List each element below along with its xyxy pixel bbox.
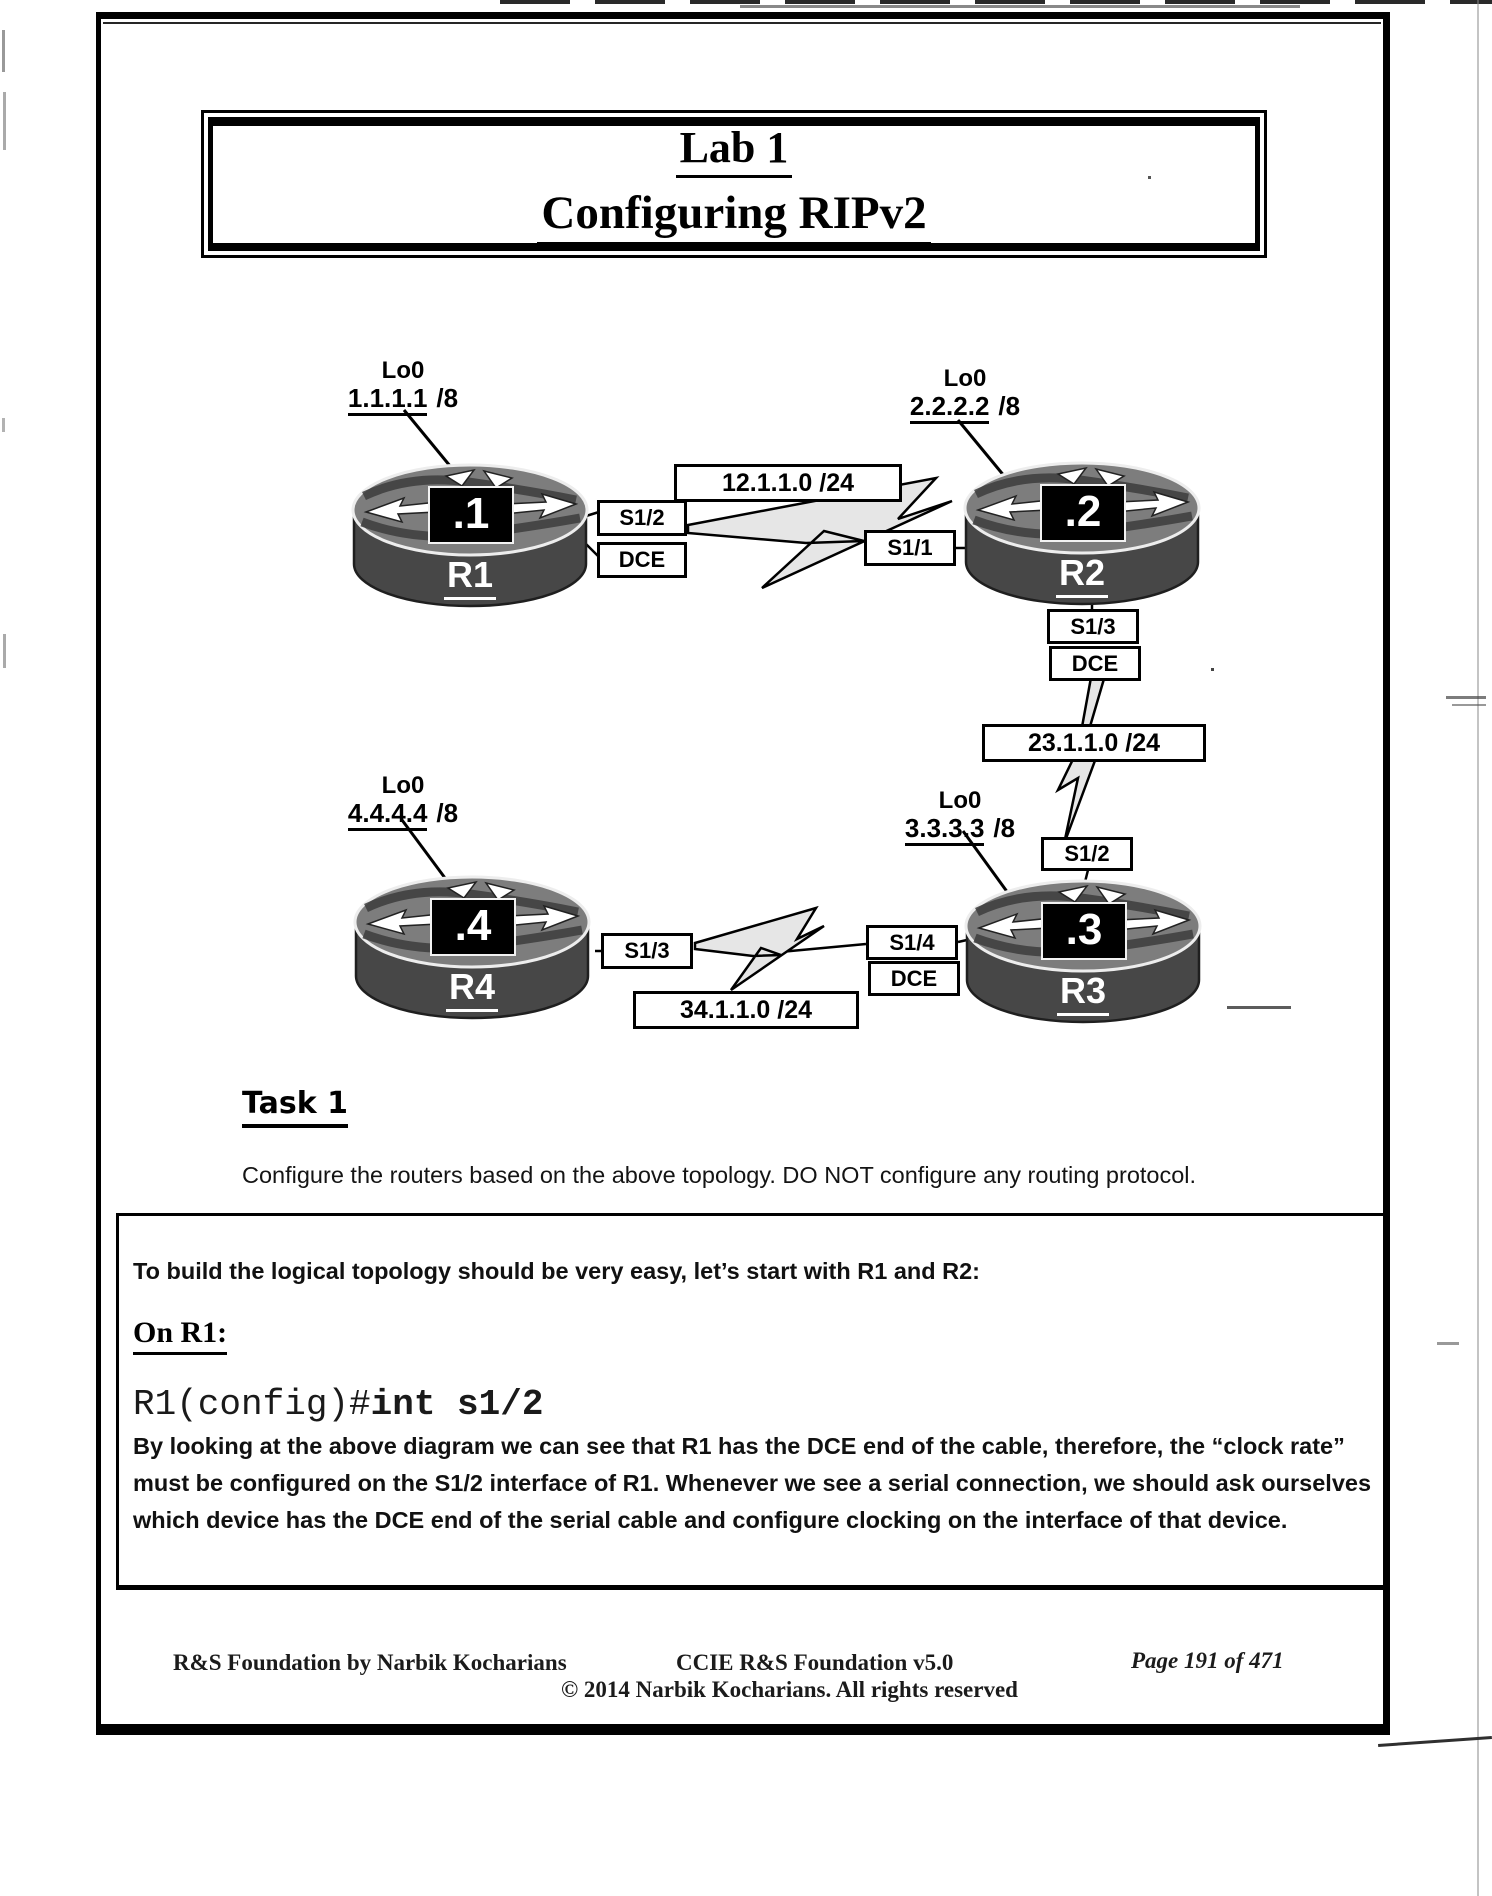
cli-prompt: R1(config)# <box>133 1384 371 1425</box>
router-r1 <box>350 460 590 610</box>
subnet-box-12-1-1-0: 12.1.1.0 /24 <box>674 464 902 502</box>
footer-copyright: © 2014 Narbik Kocharians. All rights reserved <box>561 1677 1018 1702</box>
cli-command: int s1/2 <box>370 1384 544 1425</box>
router-r1-dot-label: .1 <box>428 486 514 544</box>
router-r1-name: R1 <box>350 554 590 600</box>
dce-box-r3: DCE <box>868 961 960 996</box>
router-r3 <box>963 876 1203 1026</box>
lab-subtitle: Configuring RIPv2 <box>537 188 930 245</box>
dce-box-r1: DCE <box>597 542 687 578</box>
footer-course: CCIE R&S Foundation v5.0 <box>676 1650 954 1675</box>
footer-page-number: Page 191 of 471 <box>1131 1648 1284 1673</box>
explanation-box <box>116 1213 1388 1590</box>
task-body-text: Configure the routers based on the above topology. DO NOT configure any routing protocol. <box>242 1162 1197 1188</box>
loopback-label-r3: Lo0 3.3.3.3 /8 <box>875 788 1045 843</box>
interface-box-r2-s1-1: S1/1 <box>864 530 956 566</box>
loopback-label-r2: Lo0 2.2.2.2 /8 <box>880 366 1050 421</box>
interface-box-r3-s1-4: S1/4 <box>866 925 958 960</box>
interface-box-r4-s1-3: S1/3 <box>601 933 693 969</box>
interface-box-r1-s1-2: S1/2 <box>597 500 687 536</box>
router-r2-name: R2 <box>962 552 1202 598</box>
cli-line <box>133 1384 543 1425</box>
subnet-box-34-1-1-0: 34.1.1.0 /24 <box>633 991 859 1029</box>
router-r3-name: R3 <box>963 970 1203 1016</box>
interface-box-r2-s1-3: S1/3 <box>1047 609 1139 644</box>
explanation-intro: To build the logical topology should be very easy, let’s start with R1 and R2: <box>133 1258 980 1284</box>
task-heading: Task 1 <box>242 1086 348 1128</box>
dce-box-r2: DCE <box>1049 646 1141 681</box>
interface-box-r3-s1-2: S1/2 <box>1041 837 1133 871</box>
on-r1-heading: On R1: <box>133 1316 227 1355</box>
router-r2 <box>962 458 1202 608</box>
router-r4-name: R4 <box>352 966 592 1012</box>
router-r3-dot-label: .3 <box>1041 902 1127 960</box>
loopback-label-r1: Lo0 1.1.1.1 /8 <box>318 358 488 413</box>
subnet-box-23-1-1-0: 23.1.1.0 /24 <box>982 724 1206 762</box>
lab-title: Lab 1 <box>676 125 793 178</box>
router-r2-dot-label: .2 <box>1040 484 1126 542</box>
explanation-paragraph: By looking at the above diagram we can see that R1 has the DCE end of the cable, therefore, the “clock rate” must be configured on the S1/2 interface of R1. Whenever we see a serial connection, we should ask ourselves which device has the DCE end of the serial cable and configure clocking on the interface of that device. <box>133 1433 1372 1533</box>
loopback-label-r4: Lo0 4.4.4.4 /8 <box>318 773 488 828</box>
footer-author: R&S Foundation by Narbik Kocharians <box>173 1650 567 1675</box>
router-r4-dot-label: .4 <box>430 898 516 956</box>
router-r4 <box>352 872 592 1022</box>
